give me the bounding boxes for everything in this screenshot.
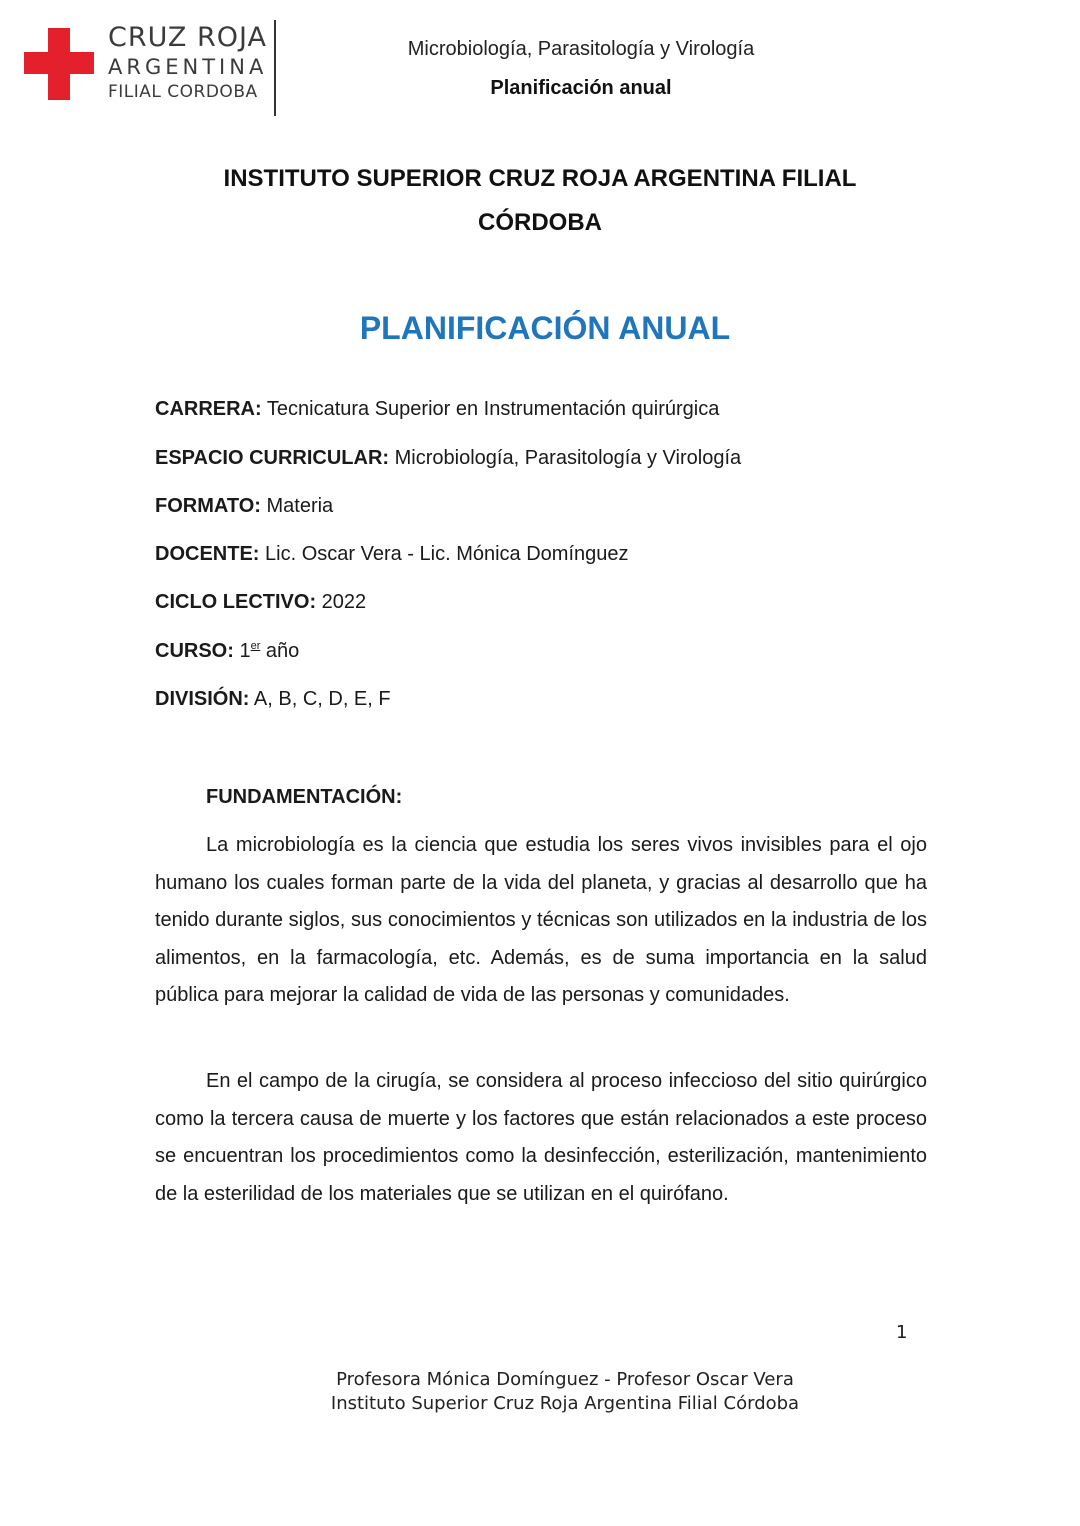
field-label: ESPACIO CURRICULAR: — [155, 447, 390, 469]
header-subject: Microbiología, Parasitología y Virología — [407, 38, 755, 60]
red-cross-icon — [24, 28, 94, 100]
page-title: PLANIFICACIÓN ANUAL — [359, 310, 731, 346]
field-value-number: 1 — [239, 640, 251, 662]
field-espacio-curricular — [155, 447, 741, 470]
field-value: Microbiología, Parasitología y Virología — [394, 447, 742, 469]
field-label: DIVISIÓN: — [155, 688, 250, 710]
section-heading-fundamentacion: FUNDAMENTACIÓN: — [206, 786, 403, 808]
field-value: A, B, C, D, E, F — [253, 688, 391, 710]
field-label: CARRERA: — [155, 398, 262, 420]
institute-name — [150, 157, 930, 245]
logo-line-3: FILIAL CORDOBA — [108, 82, 258, 102]
field-carrera — [155, 398, 719, 421]
page-number: 1 — [896, 1322, 908, 1343]
footer — [300, 1368, 830, 1416]
field-label: CICLO LECTIVO: — [155, 591, 317, 613]
footer-line-2: Instituto Superior Cruz Roja Argentina Filial Córdoba — [330, 1393, 800, 1414]
header-document-type: Planificación anual — [490, 77, 672, 99]
field-label: CURSO: — [155, 640, 234, 662]
field-curso — [155, 640, 299, 663]
cruz-roja-logo — [24, 20, 284, 116]
logo-line-2: ARGENTINA — [108, 55, 268, 79]
field-docente — [155, 543, 629, 566]
field-formato — [155, 495, 333, 518]
paragraph-2: En el campo de la cirugía, se considera al proceso infeccioso del sitio quirúrgico como la tercera causa de muerte y los factores que están relacionados a este proceso se encuentran los procedimientos como la desinfección, esterilización, mantenimiento de la esterilidad de los materiales que se utilizan en el quirófano. — [155, 1070, 927, 1205]
institute-line-1: INSTITUTO SUPERIOR CRUZ ROJA ARGENTINA FILIAL — [223, 165, 857, 192]
logo-text — [108, 24, 267, 101]
paragraph-1: La microbiología es la ciencia que estudia los seres vivos invisibles para el ojo humano los cuales forman parte de la vida del planeta, y gracias al desarrollo que ha tenido durante siglos, sus conocimientos y técnicas son utilizados en la industria de los alimentos, en la farmacología, etc. Además, es de suma importancia en la salud pública para mejorar la calidad de vida de las personas y comunidades. — [155, 834, 927, 1007]
field-ciclo-lectivo — [155, 591, 366, 614]
logo-divider — [274, 20, 276, 116]
logo-line-1: CRUZ ROJA — [108, 22, 267, 53]
field-value: Materia — [266, 495, 334, 517]
field-label: FORMATO: — [155, 495, 261, 517]
field-division — [155, 688, 391, 711]
field-label: DOCENTE: — [155, 543, 260, 565]
field-value: Tecnicatura Superior en Instrumentación quirúrgica — [266, 398, 720, 420]
field-value-superscript: er — [250, 640, 261, 652]
field-value: Lic. Oscar Vera - Lic. Mónica Domínguez — [265, 543, 629, 565]
institute-line-2: CÓRDOBA — [478, 209, 602, 236]
footer-line-1: Profesora Mónica Domínguez - Profesor Oscar Vera — [336, 1369, 794, 1390]
field-value-rest: año — [265, 640, 300, 662]
field-value: 2022 — [321, 591, 367, 613]
